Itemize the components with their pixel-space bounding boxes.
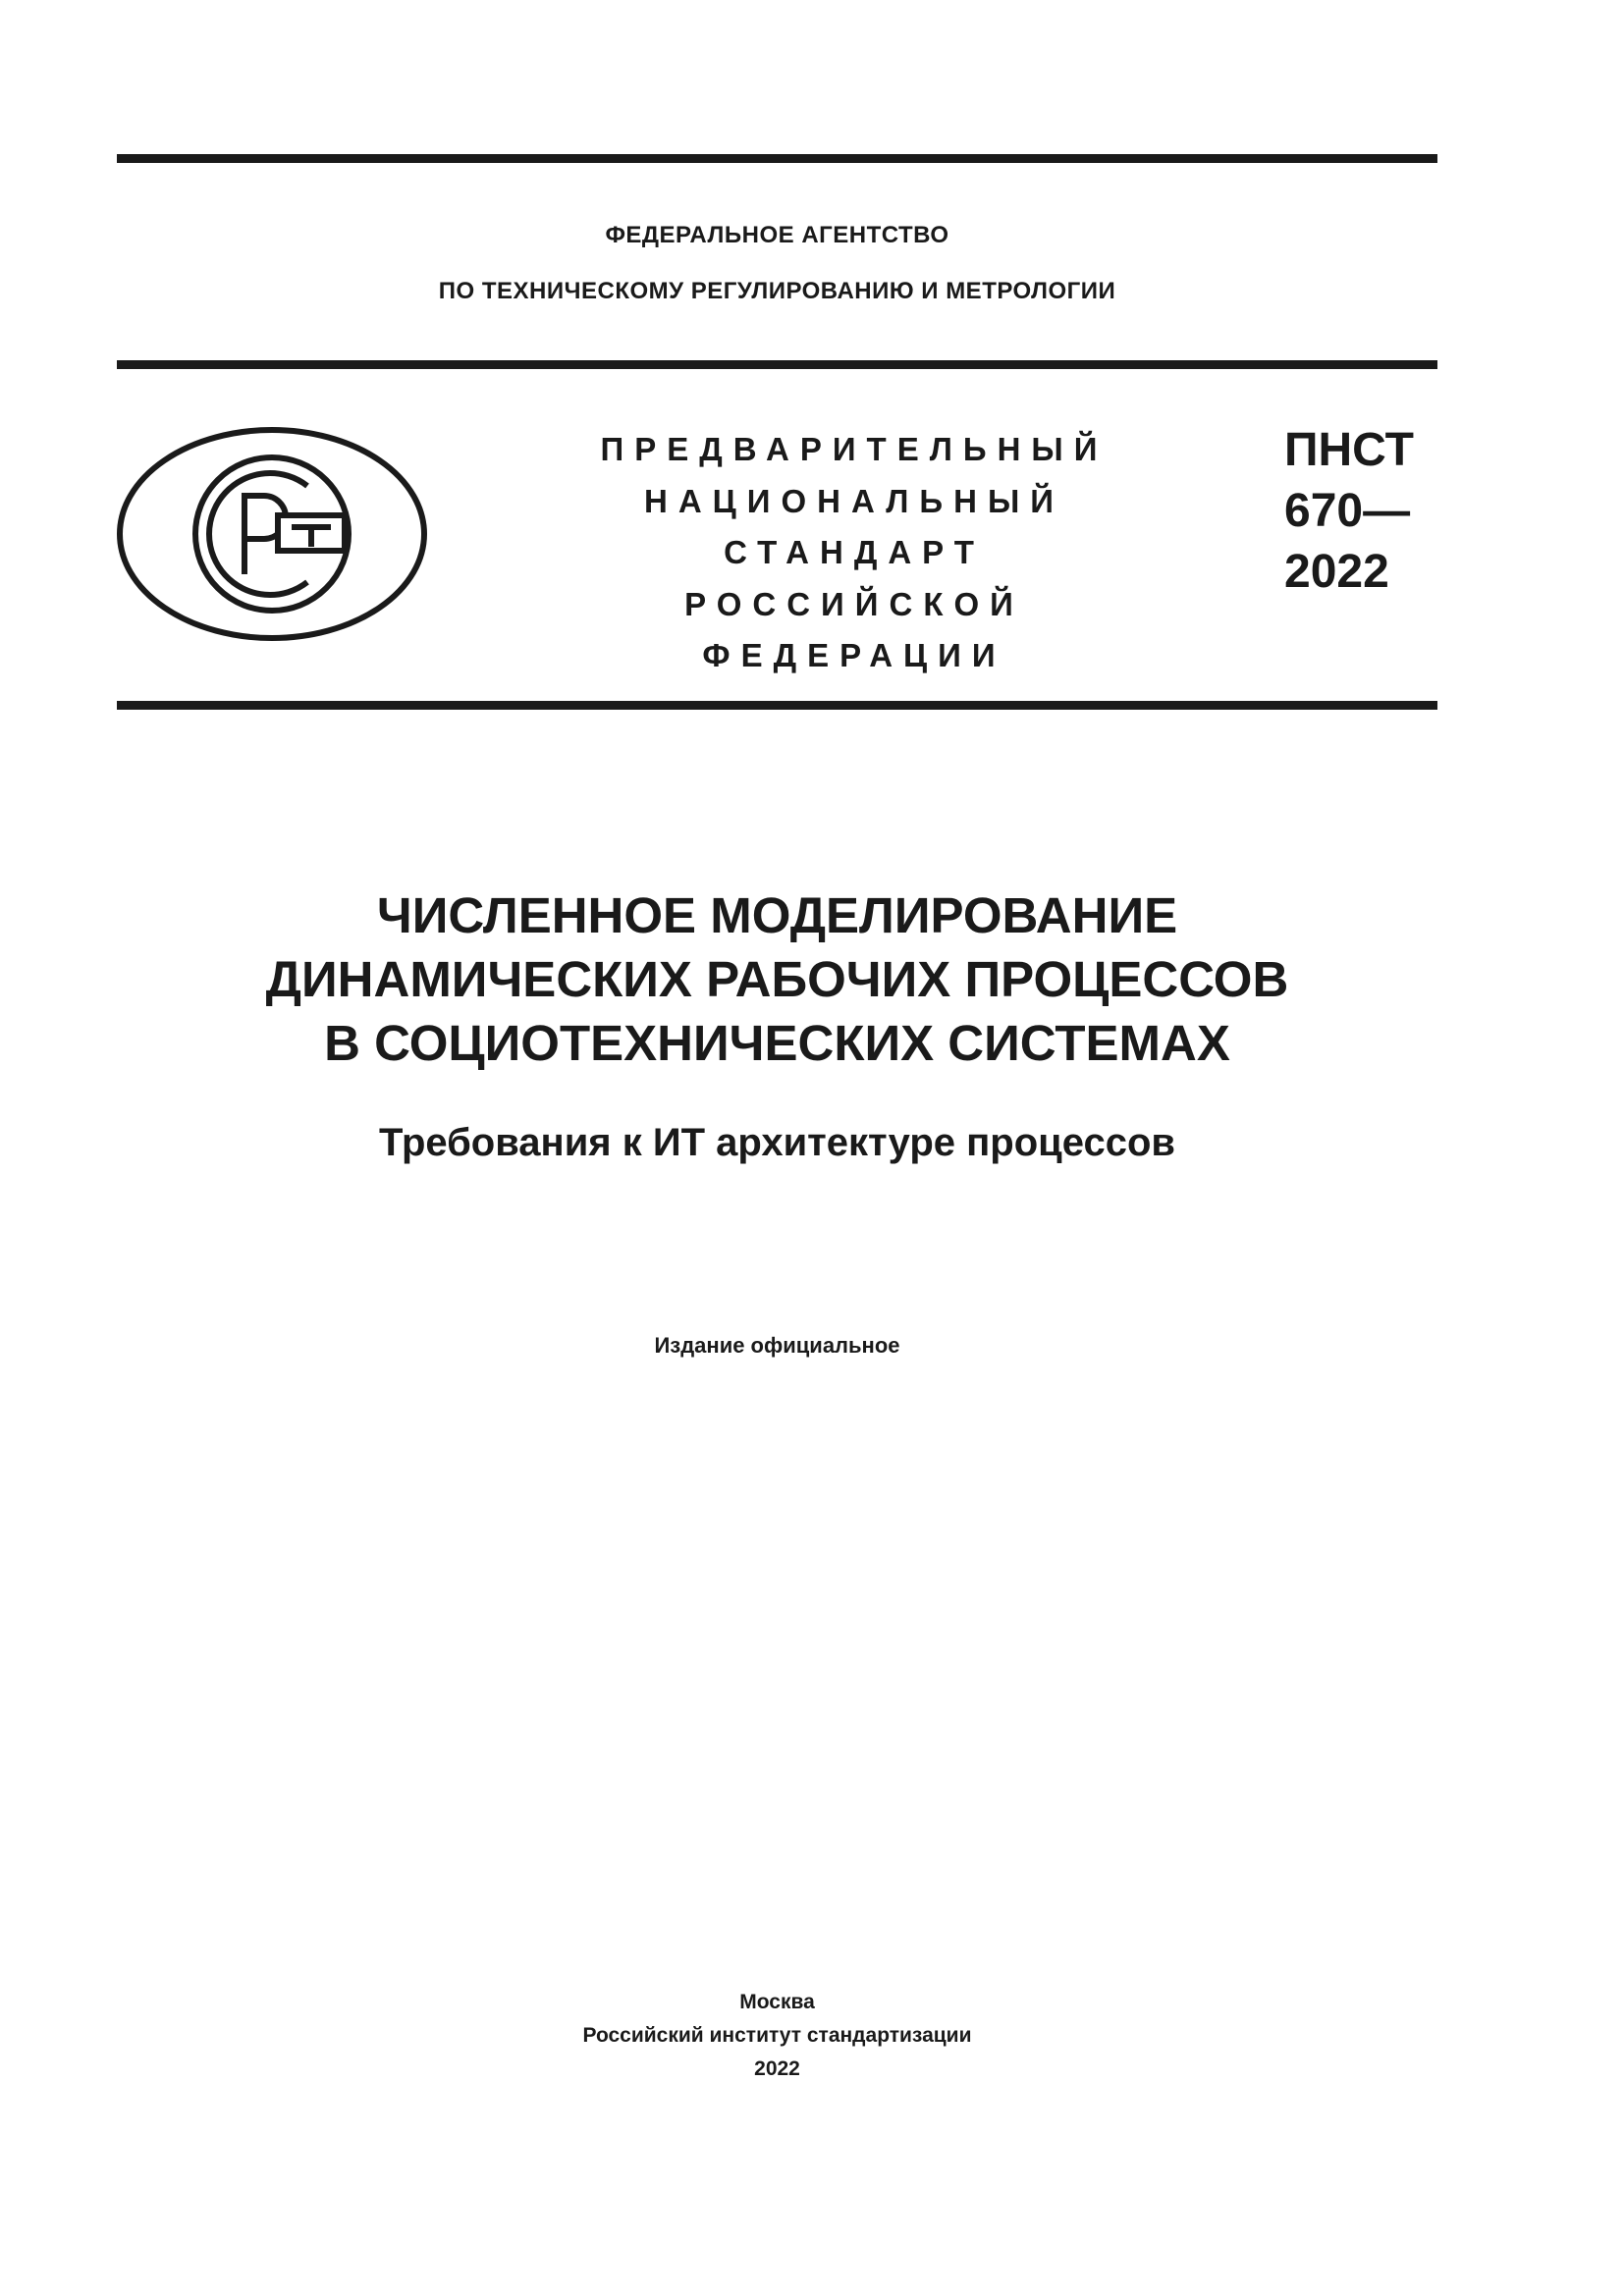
designation-line: 670— — [1284, 485, 1411, 537]
edition-label: Издание официальное — [654, 1333, 900, 1358]
document-title — [117, 883, 1437, 1075]
standard-type — [589, 424, 1119, 682]
title-line: В СОЦИОТЕХНИЧЕСКИХ СИСТЕМАХ — [324, 1015, 1230, 1071]
imprint — [117, 1986, 1437, 2086]
standard-type-line: ПРЕДВАРИТЕЛЬНЫЙ — [600, 431, 1109, 467]
designation-line: 2022 — [1284, 546, 1389, 598]
standard-type-line: НАЦИОНАЛЬНЫЙ — [644, 482, 1064, 519]
document-subtitle: Требования к ИТ архитектуре процессов — [379, 1121, 1175, 1164]
section-rule — [117, 701, 1437, 710]
imprint-city: Москва — [739, 1991, 815, 2013]
agency-line-1: ФЕДЕРАЛЬНОЕ АГЕНТСТВО — [605, 222, 949, 248]
title-line: ДИНАМИЧЕСКИХ РАБОЧИХ ПРОЦЕССОВ — [265, 951, 1289, 1007]
title-line: ЧИСЛЕННОЕ МОДЕЛИРОВАНИЕ — [376, 887, 1178, 943]
gost-r-logo-icon — [115, 425, 429, 643]
standard-type-line: ФЕДЕРАЦИИ — [702, 637, 1006, 673]
header-rule — [117, 360, 1437, 369]
standard-type-line: СТАНДАРТ — [724, 534, 985, 570]
agency-line-2: ПО ТЕХНИЧЕСКОМУ РЕГУЛИРОВАНИЮ И МЕТРОЛОГИИ — [438, 278, 1116, 304]
standard-designation — [1284, 420, 1481, 603]
standard-type-line: РОССИЙСКОЙ — [684, 585, 1024, 622]
top-rule — [117, 154, 1437, 163]
designation-line: ПНСТ — [1284, 424, 1414, 476]
imprint-publisher: Российский институт стандартизации — [582, 2024, 972, 2047]
imprint-year: 2022 — [754, 2057, 800, 2080]
